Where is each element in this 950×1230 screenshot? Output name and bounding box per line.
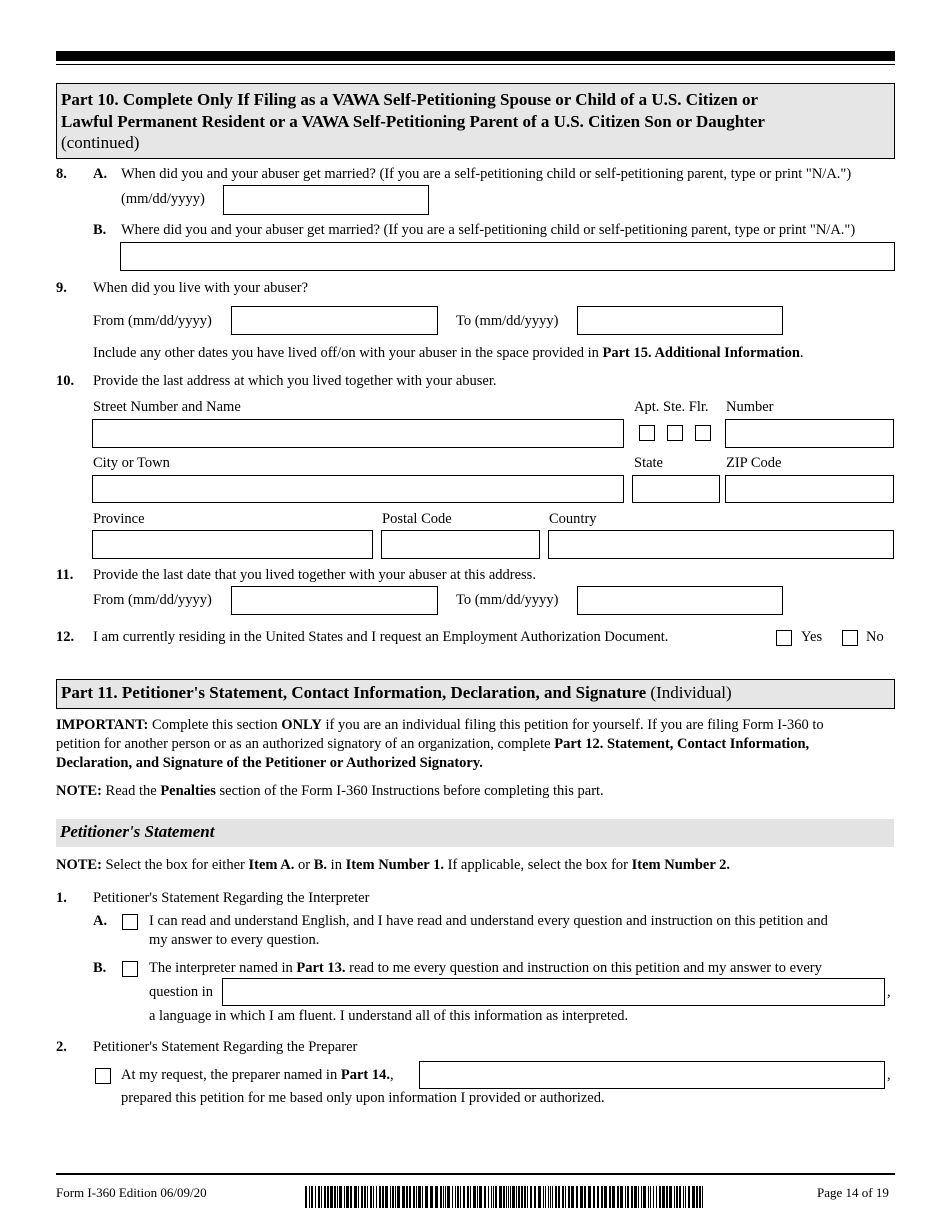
barcode-bar — [385, 1186, 388, 1208]
q8-b-text: Where did you and your abuser get married? (If you are a self-petitioning child or self-petitioning parent, type or print "N/A.") — [121, 222, 856, 238]
lived-from-input[interactable] — [231, 306, 438, 335]
important-line2 — [56, 736, 809, 753]
ead-yes-label: Yes — [801, 629, 823, 645]
q8-a-format: (mm/dd/yyyy) — [121, 191, 205, 207]
barcode-bar — [358, 1186, 359, 1208]
apt-number-input[interactable] — [725, 419, 894, 448]
s1-b-line3: a language in which I am fluent. I understand all of this information as interpreted. — [149, 1008, 629, 1024]
flr-checkbox[interactable] — [695, 425, 711, 441]
s1-b-line1 — [149, 960, 822, 977]
barcode-bar — [493, 1186, 494, 1208]
q9-text: When did you live with your abuser? — [93, 280, 309, 296]
barcode-bar — [491, 1186, 492, 1208]
barcode-bar — [530, 1186, 532, 1208]
q11-from-label: From (mm/dd/yyyy) — [93, 592, 212, 608]
barcode-bar — [696, 1186, 698, 1208]
barcode-bar — [318, 1186, 320, 1208]
interpreter-language-input[interactable] — [222, 978, 885, 1006]
barcode-bar — [309, 1186, 310, 1208]
barcode-bar — [571, 1186, 574, 1208]
barcode-bar — [548, 1186, 549, 1208]
barcode-bar — [692, 1186, 695, 1208]
statement-note-b4: Item Number 2. — [631, 857, 731, 873]
english-checkbox[interactable] — [122, 914, 138, 930]
important-bold-1: Part 12. Statement, Contact Information, — [554, 736, 810, 752]
barcode-bar — [324, 1186, 326, 1208]
s1-b-comma: , — [887, 984, 891, 1000]
preparer-input[interactable] — [419, 1061, 885, 1089]
barcode-bar — [612, 1186, 615, 1208]
statement-heading-bar — [56, 819, 894, 847]
province-label: Province — [93, 511, 145, 527]
barcode-bar — [550, 1186, 551, 1208]
last-date-from-input[interactable] — [231, 586, 438, 615]
barcode-bar — [395, 1186, 396, 1208]
barcode-bar — [350, 1186, 352, 1208]
q8-b-label: B. — [93, 222, 107, 238]
barcode-bar — [455, 1186, 456, 1208]
barcode-bar — [503, 1186, 505, 1208]
last-date-to-input[interactable] — [577, 586, 783, 615]
part11-note-text-1: Read the — [101, 783, 161, 799]
s1-a-line2: my answer to every question. — [149, 932, 320, 948]
part10-title-line2: Lawful Permanent Resident or a VAWA Self-Petitioning Parent of a U.S. Citizen Son or Daughter — [61, 112, 765, 131]
s1-b-label: B. — [93, 960, 107, 976]
important-text-3: petition for another person or as an authorized signatory of an organization, complete — [56, 736, 555, 752]
footer-rule — [56, 1173, 895, 1175]
s1-b-question-in: question in — [149, 984, 214, 1000]
statement-note-2: or — [294, 857, 314, 873]
barcode-bar — [676, 1186, 678, 1208]
barcode-bar — [488, 1186, 489, 1208]
q8-number: 8. — [56, 166, 67, 182]
barcode-bar — [376, 1186, 377, 1208]
barcode-bar — [625, 1186, 626, 1208]
barcode-bar — [406, 1186, 408, 1208]
q10-text: Provide the last address at which you lived together with your abuser. — [93, 373, 497, 389]
s1-text: Petitioner's Statement Regarding the Interpreter — [93, 890, 370, 906]
barcode-bar — [457, 1186, 459, 1208]
barcode-bar — [524, 1186, 526, 1208]
s2-text: Petitioner's Statement Regarding the Preparer — [93, 1039, 358, 1055]
barcode-bar — [538, 1186, 541, 1208]
barcode-bar — [367, 1186, 368, 1208]
q11-text: Provide the last date that you lived together with your abuser at this address. — [93, 567, 536, 583]
footer-page: Page 14 of 19 — [817, 1185, 889, 1200]
barcode-bar — [620, 1186, 623, 1208]
q9-note — [93, 345, 804, 362]
part11-title — [61, 683, 732, 703]
barcode-bar — [685, 1186, 686, 1208]
barcode-bar — [392, 1186, 394, 1208]
barcode-bar — [370, 1186, 372, 1208]
part11-title-bold: Part 11. Petitioner's Statement, Contact Information, Declaration, and Signature — [61, 683, 647, 702]
barcode-bar — [508, 1186, 509, 1208]
top-thick-rule — [56, 51, 895, 61]
barcode-bar — [510, 1186, 511, 1208]
barcode-bar — [702, 1186, 703, 1208]
barcode-bar — [604, 1186, 607, 1208]
barcode-bar — [425, 1186, 428, 1208]
ead-yes-checkbox[interactable] — [776, 630, 792, 646]
s2-number: 2. — [56, 1039, 67, 1055]
barcode-bar — [545, 1186, 546, 1208]
s2-line1-bold: Part 14. — [340, 1067, 390, 1083]
q12-number: 12. — [56, 629, 75, 645]
postal-input[interactable] — [381, 530, 540, 559]
barcode-bar — [543, 1186, 544, 1208]
s2-line2: prepared this petition for me based only upon information I provided or authorized. — [121, 1090, 605, 1106]
important-line1 — [56, 717, 824, 734]
q9-from-label: From (mm/dd/yyyy) — [93, 313, 212, 329]
lived-to-input[interactable] — [577, 306, 783, 335]
barcode-bar — [576, 1186, 578, 1208]
apt-label: Apt. Ste. Flr. — [634, 399, 709, 415]
barcode-bar — [653, 1186, 654, 1208]
barcode-bar — [397, 1186, 400, 1208]
s2-comma: , — [887, 1067, 891, 1083]
barcode-bar — [346, 1186, 349, 1208]
part11-header — [56, 679, 895, 709]
barcode-bar — [597, 1186, 599, 1208]
barcode-bar — [518, 1186, 520, 1208]
barcode-bar — [516, 1186, 517, 1208]
q11-number: 11. — [56, 567, 74, 583]
barcode-bar — [650, 1186, 651, 1208]
barcode-bar — [683, 1186, 684, 1208]
barcode-bar — [390, 1186, 391, 1208]
state-select[interactable] — [632, 475, 720, 503]
part10-continued: (continued) — [61, 133, 140, 152]
barcode-bar — [679, 1186, 681, 1208]
s2-line1 — [121, 1067, 394, 1084]
zip-label: ZIP Code — [726, 455, 782, 471]
barcode-bar — [463, 1186, 465, 1208]
statement-heading: Petitioner's Statement — [60, 822, 215, 841]
apt-checkbox[interactable] — [639, 425, 655, 441]
ste-checkbox[interactable] — [667, 425, 683, 441]
barcode-bar — [565, 1186, 566, 1208]
barcode-bar — [409, 1186, 411, 1208]
q9-note-prefix: Include any other dates you have lived off/on with your abuser in the space provided in — [93, 345, 603, 361]
city-input[interactable] — [92, 475, 624, 503]
part11-note — [56, 783, 604, 800]
statement-note-1: Select the box for either — [101, 857, 249, 873]
q8-a-text: When did you and your abuser get married? (If you are a self-petitioning child or self-petitioning parent, type or print "N/A.") — [121, 166, 852, 182]
q9-number: 9. — [56, 280, 67, 296]
barcode-bar — [460, 1186, 461, 1208]
barcode-bar — [413, 1186, 415, 1208]
statement-note-label: NOTE: — [56, 857, 102, 873]
barcode-bar — [534, 1186, 536, 1208]
statement-note-b1: Item A. — [248, 857, 295, 873]
barcode-bar — [558, 1186, 560, 1208]
s1-a-label: A. — [93, 913, 108, 929]
barcode-bar — [467, 1186, 469, 1208]
state-label: State — [634, 455, 663, 471]
ead-no-checkbox[interactable] — [842, 630, 858, 646]
country-input[interactable] — [548, 530, 894, 559]
q10-number: 10. — [56, 373, 75, 389]
barcode-bar — [315, 1186, 316, 1208]
barcode-bar — [430, 1186, 433, 1208]
barcode-bar — [339, 1186, 342, 1208]
barcode-bar — [337, 1186, 338, 1208]
number-label: Number — [726, 399, 774, 415]
city-label: City or Town — [93, 455, 170, 471]
barcode-bar — [479, 1186, 482, 1208]
barcode-bar — [477, 1186, 478, 1208]
barcode-bar — [321, 1186, 322, 1208]
barcode-bar — [688, 1186, 690, 1208]
barcode-bar — [521, 1186, 523, 1208]
part11-note-label: NOTE: — [56, 783, 102, 799]
barcode-bar — [580, 1186, 583, 1208]
barcode-bar — [327, 1186, 329, 1208]
barcode-bar — [305, 1186, 307, 1208]
barcode-bar — [627, 1186, 629, 1208]
barcode-bar — [555, 1186, 557, 1208]
barcode-bar — [648, 1186, 649, 1208]
barcode-bar — [452, 1186, 453, 1208]
barcode-bar — [643, 1186, 646, 1208]
barcode-bar — [593, 1186, 595, 1208]
barcode-bar — [527, 1186, 528, 1208]
barcode-bar — [447, 1186, 450, 1208]
important-text-2: if you are an individual filing this petition for yourself. If you are filing Form I-360 to — [321, 717, 824, 733]
part10-header — [56, 83, 895, 159]
barcode-bar — [344, 1186, 345, 1208]
barcode-bar — [445, 1186, 446, 1208]
part11-note-text-2: section of the Form I-360 Instructions before completing this part. — [215, 783, 604, 799]
barcode-bar — [674, 1186, 675, 1208]
country-label: Country — [549, 511, 597, 527]
barcode-bar — [443, 1186, 444, 1208]
interpreter-checkbox[interactable] — [122, 961, 138, 977]
street-input[interactable] — [92, 419, 624, 448]
barcode-bar — [495, 1186, 497, 1208]
barcode-bar — [330, 1186, 333, 1208]
statement-note-b3: Item Number 1. — [345, 857, 444, 873]
barcode-bar — [484, 1186, 486, 1208]
barcode-bar — [382, 1186, 384, 1208]
barcode-bar — [609, 1186, 611, 1208]
barcode-bar — [584, 1186, 586, 1208]
statement-note-3: in — [327, 857, 346, 873]
barcode-bar — [373, 1186, 374, 1208]
s2-line1-text: At my request, the preparer named in — [121, 1067, 341, 1083]
barcode-bar — [470, 1186, 471, 1208]
barcode-bar — [473, 1186, 476, 1208]
marriage-date-input[interactable] — [223, 185, 429, 215]
zip-input[interactable] — [725, 475, 894, 503]
barcode-bar — [512, 1186, 515, 1208]
barcode-bar — [699, 1186, 701, 1208]
barcode-bar — [552, 1186, 553, 1208]
important-only: ONLY — [281, 717, 322, 733]
barcode-bar — [562, 1186, 564, 1208]
barcode-bar — [422, 1186, 423, 1208]
s1-number: 1. — [56, 890, 67, 906]
province-input[interactable] — [92, 530, 373, 559]
statement-note-b2: B. — [313, 857, 328, 873]
barcode-bar — [601, 1186, 603, 1208]
barcode-bar — [656, 1186, 657, 1208]
part11-title-normal: (Individual) — [646, 683, 732, 702]
s2-line1-comma: , — [389, 1067, 394, 1083]
important-line3: Declaration, and Signature of the Petitioner or Authorized Signatory. — [56, 755, 483, 771]
barcode-bar — [435, 1186, 438, 1208]
barcode-bar — [617, 1186, 619, 1208]
barcode-bar — [641, 1186, 642, 1208]
barcode-bar — [418, 1186, 421, 1208]
barcode-bar — [354, 1186, 357, 1208]
important-text-1: Complete this section — [148, 717, 282, 733]
street-label: Street Number and Name — [93, 399, 241, 415]
ead-no-label: No — [866, 629, 884, 645]
s1-b-text-2: read to me every question and instruction on this petition and my answer to every — [345, 960, 822, 976]
preparer-checkbox[interactable] — [95, 1068, 111, 1084]
barcode-bar — [588, 1186, 591, 1208]
s1-b-bold: Part 13. — [296, 960, 346, 976]
barcode-bar — [499, 1186, 502, 1208]
barcode-bar — [379, 1186, 381, 1208]
barcode-bar — [334, 1186, 336, 1208]
barcode-bar — [440, 1186, 442, 1208]
statement-note-4: If applicable, select the box for — [443, 857, 632, 873]
q8-a-label: A. — [93, 166, 108, 182]
barcode-bar — [506, 1186, 507, 1208]
barcode-bar — [666, 1186, 668, 1208]
s1-a-line1: I can read and understand English, and I have read and understand every question and instruction on this petition and — [149, 913, 828, 929]
postal-label: Postal Code — [382, 511, 452, 527]
important-label: IMPORTANT: — [56, 717, 149, 733]
s1-b-text-1: The interpreter named in — [149, 960, 297, 976]
barcode — [305, 1186, 711, 1208]
barcode-bar — [364, 1186, 366, 1208]
barcode-bar — [568, 1186, 570, 1208]
part10-title-line1: Part 10. Complete Only If Filing as a VAWA Self-Petitioning Spouse or Child of a U.S. Citizen or — [61, 90, 759, 109]
marriage-place-input[interactable] — [120, 242, 895, 271]
barcode-bar — [416, 1186, 417, 1208]
statement-note — [56, 857, 730, 874]
barcode-bar — [631, 1186, 633, 1208]
barcode-bar — [659, 1186, 661, 1208]
barcode-bar — [638, 1186, 639, 1208]
barcode-bar — [402, 1186, 405, 1208]
barcode-bar — [669, 1186, 672, 1208]
q9-to-label: To (mm/dd/yyyy) — [456, 313, 559, 329]
q9-note-bold: Part 15. Additional Information — [602, 345, 800, 361]
barcode-bar — [361, 1186, 363, 1208]
barcode-bar — [662, 1186, 665, 1208]
top-thin-rule — [56, 64, 895, 65]
part11-note-bold: Penalties — [160, 783, 216, 799]
q12-text: I am currently residing in the United States and I request an Employment Authorization Document. — [93, 629, 669, 645]
q9-note-suffix: . — [799, 345, 804, 361]
barcode-bar — [634, 1186, 637, 1208]
footer-form: Form I-360 Edition 06/09/20 — [56, 1185, 207, 1200]
q11-to-label: To (mm/dd/yyyy) — [456, 592, 559, 608]
barcode-bar — [311, 1186, 313, 1208]
